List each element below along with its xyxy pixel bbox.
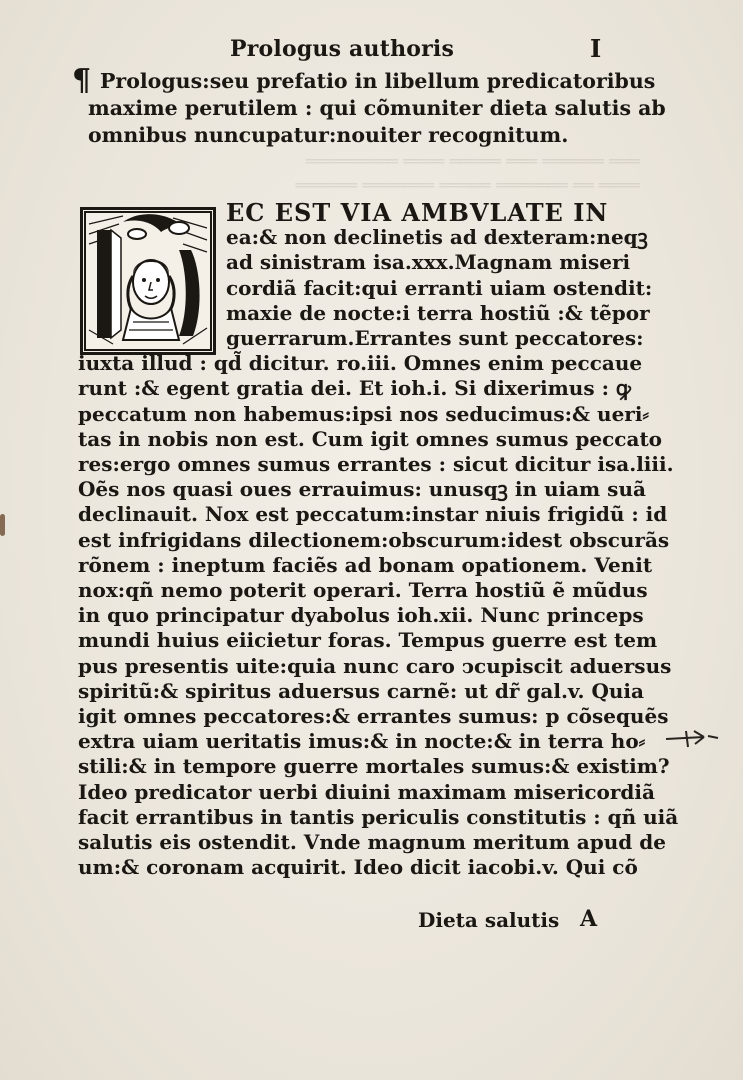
text-line: pus presentis uite:quia nunc caro ↄcupiscit aduersus: [78, 653, 672, 678]
heading-line: omnibus nuncupatur:nouiter recognitum.: [88, 123, 569, 147]
text-line: rõnem : ineptum faciẽs ad bonam opationem. Venit: [78, 552, 653, 577]
text-line: declinauit. Nox est peccatum:instar niuis frigidũ : id: [78, 502, 668, 527]
text-line: runt :& egent gratia dei. Et ioh.i. Si dixerimus : ꝙ: [78, 376, 631, 401]
text-line: ea:& non declinetis ad dexteram:neqꝫ: [226, 225, 648, 250]
text-line: mundi huius eiicietur foras. Tempus guerre est tem: [78, 628, 658, 653]
text-line: spiritũ:& spiritus aduersus carnẽ: ut dr̃ gal.v. Quia: [78, 678, 644, 703]
paragraph-mark-icon: ¶: [72, 63, 92, 98]
text-line: iuxta illud : qd̃ dicitur. ro.iii. Omnes enim peccaue: [78, 351, 643, 376]
text-line: res:ergo omnes sumus errantes : sicut dicitur isa.liii.: [78, 452, 674, 477]
catchword: Dieta salutis: [418, 908, 560, 932]
text-line: facit errantibus in tantis periculis constitutis : qñ uiã: [78, 804, 679, 829]
running-head: Prologus authoris: [230, 36, 455, 62]
body-text: [78, 198, 679, 880]
text-line: Ideo predicator uerbi diuini maximam misericordiã: [78, 779, 655, 804]
text-line: cordiã facit:qui erranti uiam ostendit:: [226, 275, 653, 300]
text-line: est infrigidans dilectionem:obscurum:idest obscurãs: [78, 527, 670, 552]
heading-line: Prologus:seu prefatio in libellum predicatoribus: [100, 69, 656, 93]
signature-mark: A: [580, 906, 598, 932]
margin-stain: [0, 514, 5, 536]
text-line: stili:& in tempore guerre mortales sumus:& existim?: [78, 754, 670, 779]
text-line: Oẽs nos quasi oues errauimus: unusqꝫ in uiam suã: [78, 477, 646, 502]
text-line: maxie de nocte:i terra hostiũ :& tẽpor: [226, 300, 650, 325]
text-line: um:& coronam acquirit. Ideo dicit iacobi.v. Qui cõ: [78, 855, 638, 880]
text-line: peccatum non habemus:ipsi nos seducimus:& ueri⸗: [78, 401, 650, 426]
text-line: igit omnes peccatores:& errantes sumus: p cõsequẽs: [78, 704, 669, 729]
show-through-text: ═══ ══════ ═══ ═════ ════ ═════════ ════ ══ ═══════ ═════ ═══════ ══════: [295, 152, 640, 196]
text-line: in quo principatur dyabolus ioh.xii. Nunc princeps: [78, 603, 644, 628]
heading-line: maxime perutilem : qui cõmuniter dieta salutis ab: [88, 96, 666, 120]
text-line: extra uiam ueritatis imus:& in nocte:& in terra ho⸗: [78, 729, 646, 754]
manicule-margin-mark-icon: [664, 727, 720, 749]
prologue-heading: [88, 68, 666, 149]
text-line: EC EST VIA AMBVLATE IN: [226, 198, 609, 227]
text-line: tas in nobis non est. Cum igit omnes sumus peccato: [78, 426, 663, 451]
text-line: ad sinistram isa.xxx.Magnam miseri: [226, 250, 631, 275]
text-line: nox:qñ nemo poterit operari. Terra hostiũ ẽ mũdus: [78, 578, 648, 603]
folio-number: I: [590, 34, 602, 63]
text-line: salutis eis ostendit. Vnde magnum meritum apud de: [78, 830, 666, 855]
text-line: guerrarum.Errantes sunt peccatores:: [226, 326, 644, 351]
